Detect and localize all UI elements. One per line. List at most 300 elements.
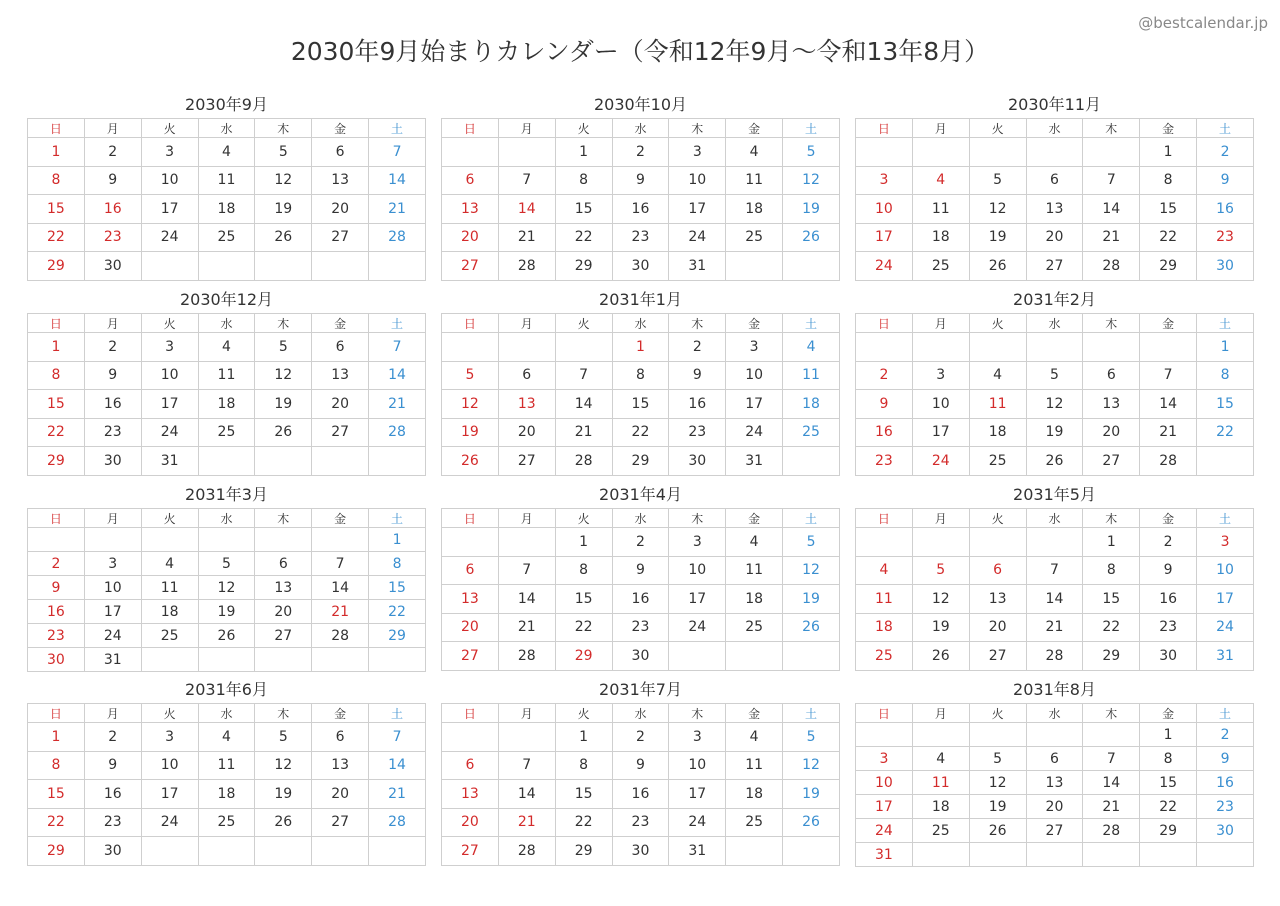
day-cell: 10 [856, 771, 913, 795]
day-cell: 5 [912, 556, 969, 585]
day-cell: 27 [1083, 447, 1140, 476]
day-cell: 9 [84, 751, 141, 780]
day-cell: 3 [669, 138, 726, 167]
day-cell: 18 [856, 613, 913, 642]
day-cell: 18 [912, 795, 969, 819]
site-credit: @bestcalendar.jp [1138, 14, 1268, 32]
day-cell: 10 [856, 195, 913, 224]
day-cell: 29 [555, 252, 612, 281]
day-cell: 29 [555, 837, 612, 866]
weekday-header: 土 [783, 314, 840, 333]
day-cell: 22 [555, 223, 612, 252]
day-cell: 18 [141, 600, 198, 624]
day-cell: 15 [555, 780, 612, 809]
day-cell: 2 [612, 723, 669, 752]
week-row [856, 747, 1254, 771]
day-cell [856, 138, 913, 167]
day-cell: 12 [255, 166, 312, 195]
day-cell: 5 [783, 528, 840, 557]
day-cell [1140, 843, 1197, 867]
month-table [27, 313, 426, 476]
month-table [27, 118, 426, 281]
day-cell: 27 [442, 642, 499, 671]
month-calendar [441, 677, 840, 872]
day-cell: 11 [726, 556, 783, 585]
day-cell: 16 [1140, 585, 1197, 614]
day-cell: 12 [198, 576, 255, 600]
day-cell: 6 [1026, 747, 1083, 771]
weekday-header: 水 [612, 314, 669, 333]
day-cell: 2 [84, 723, 141, 752]
day-cell: 25 [141, 624, 198, 648]
weekday-header: 日 [856, 314, 913, 333]
day-cell: 3 [141, 723, 198, 752]
day-cell [856, 723, 913, 747]
day-cell [1197, 447, 1254, 476]
day-cell: 20 [1083, 418, 1140, 447]
day-cell: 30 [612, 837, 669, 866]
weekday-header: 火 [141, 704, 198, 723]
day-cell: 31 [1197, 642, 1254, 671]
week-row [28, 252, 426, 281]
weekday-header: 日 [856, 704, 913, 723]
day-cell [498, 528, 555, 557]
day-cell: 16 [669, 390, 726, 419]
day-cell: 30 [1197, 252, 1254, 281]
day-cell: 27 [255, 624, 312, 648]
day-cell: 12 [783, 556, 840, 585]
day-cell: 24 [669, 613, 726, 642]
day-cell: 31 [726, 447, 783, 476]
weekday-header: 木 [255, 509, 312, 528]
day-cell: 20 [498, 418, 555, 447]
day-cell: 21 [498, 223, 555, 252]
day-cell: 17 [669, 195, 726, 224]
day-cell [141, 648, 198, 672]
day-cell: 25 [912, 252, 969, 281]
day-cell: 15 [28, 390, 85, 419]
day-cell: 13 [442, 195, 499, 224]
day-cell: 19 [783, 195, 840, 224]
day-cell: 28 [369, 223, 426, 252]
week-row [442, 195, 840, 224]
day-cell [198, 837, 255, 866]
day-cell [783, 837, 840, 866]
weekday-header: 日 [28, 119, 85, 138]
day-cell: 7 [555, 361, 612, 390]
day-cell: 29 [1140, 819, 1197, 843]
day-cell: 11 [141, 576, 198, 600]
day-cell: 4 [783, 333, 840, 362]
day-cell: 26 [198, 624, 255, 648]
day-cell: 4 [141, 552, 198, 576]
weekday-header: 水 [1026, 119, 1083, 138]
day-cell: 27 [442, 252, 499, 281]
day-cell: 18 [198, 195, 255, 224]
day-cell: 5 [255, 138, 312, 167]
day-cell: 12 [969, 195, 1026, 224]
week-row [856, 528, 1254, 557]
month-calendar [855, 287, 1254, 482]
day-cell: 9 [28, 576, 85, 600]
day-cell: 10 [669, 166, 726, 195]
month-table [441, 508, 840, 671]
weekday-header: 木 [1083, 704, 1140, 723]
day-cell: 6 [255, 552, 312, 576]
day-cell: 15 [555, 195, 612, 224]
day-cell [312, 837, 369, 866]
weekday-header: 火 [969, 314, 1026, 333]
weekday-header: 火 [555, 119, 612, 138]
weekday-header: 月 [498, 704, 555, 723]
weekday-header: 日 [28, 704, 85, 723]
week-row [856, 195, 1254, 224]
day-cell: 4 [969, 361, 1026, 390]
day-cell: 22 [612, 418, 669, 447]
weekday-header: 日 [442, 509, 499, 528]
day-cell [369, 837, 426, 866]
day-cell: 21 [1140, 418, 1197, 447]
day-cell: 30 [84, 447, 141, 476]
day-cell: 11 [198, 166, 255, 195]
day-cell [198, 648, 255, 672]
day-cell: 2 [1140, 528, 1197, 557]
day-cell: 30 [28, 648, 85, 672]
day-cell: 12 [442, 390, 499, 419]
day-cell [783, 252, 840, 281]
day-cell: 8 [555, 751, 612, 780]
day-cell: 14 [498, 195, 555, 224]
week-row [856, 642, 1254, 671]
day-cell: 14 [369, 361, 426, 390]
week-row [442, 333, 840, 362]
day-cell [969, 843, 1026, 867]
day-cell [28, 528, 85, 552]
day-cell: 31 [669, 252, 726, 281]
day-cell: 14 [369, 166, 426, 195]
month-title: 2031年6月 [185, 680, 268, 699]
weekday-header: 水 [612, 509, 669, 528]
week-row [442, 223, 840, 252]
day-cell: 27 [969, 642, 1026, 671]
day-cell: 9 [1140, 556, 1197, 585]
weekday-header: 金 [312, 704, 369, 723]
day-cell: 26 [969, 819, 1026, 843]
day-cell [555, 333, 612, 362]
day-cell: 17 [856, 223, 913, 252]
day-cell: 5 [255, 723, 312, 752]
month-title: 2031年8月 [1013, 680, 1096, 699]
day-cell: 28 [555, 447, 612, 476]
day-cell: 22 [28, 808, 85, 837]
day-cell: 7 [369, 723, 426, 752]
day-cell: 15 [28, 195, 85, 224]
weekday-header: 金 [726, 119, 783, 138]
week-row [856, 723, 1254, 747]
day-cell: 19 [255, 195, 312, 224]
weekday-header: 土 [1197, 314, 1254, 333]
day-cell: 13 [312, 751, 369, 780]
day-cell: 1 [1140, 723, 1197, 747]
day-cell: 28 [498, 837, 555, 866]
day-cell: 28 [1083, 819, 1140, 843]
day-cell: 29 [1140, 252, 1197, 281]
day-cell: 8 [555, 556, 612, 585]
day-cell: 9 [612, 556, 669, 585]
calendar-grid [27, 92, 1253, 872]
day-cell [498, 723, 555, 752]
day-cell [369, 648, 426, 672]
day-cell: 6 [1083, 361, 1140, 390]
day-cell: 10 [1197, 556, 1254, 585]
day-cell [969, 333, 1026, 362]
day-cell: 7 [1026, 556, 1083, 585]
day-cell: 5 [783, 138, 840, 167]
day-cell: 29 [369, 624, 426, 648]
weekday-header: 木 [1083, 509, 1140, 528]
weekday-header: 木 [669, 704, 726, 723]
day-cell: 14 [1083, 195, 1140, 224]
month-title: 2031年4月 [599, 485, 682, 504]
day-cell: 27 [498, 447, 555, 476]
day-cell: 17 [141, 195, 198, 224]
weekday-header: 木 [255, 119, 312, 138]
day-cell: 13 [255, 576, 312, 600]
day-cell [1026, 723, 1083, 747]
week-row [28, 552, 426, 576]
week-row [28, 447, 426, 476]
weekday-header: 火 [969, 119, 1026, 138]
weekday-header: 日 [28, 509, 85, 528]
day-cell: 5 [442, 361, 499, 390]
day-cell: 26 [1026, 447, 1083, 476]
day-cell: 11 [726, 166, 783, 195]
day-cell: 11 [198, 751, 255, 780]
day-cell: 16 [612, 585, 669, 614]
day-cell: 17 [1197, 585, 1254, 614]
week-row [28, 723, 426, 752]
day-cell: 1 [28, 333, 85, 362]
weekday-header: 月 [498, 119, 555, 138]
day-cell: 7 [1083, 166, 1140, 195]
day-cell: 30 [669, 447, 726, 476]
day-cell: 26 [912, 642, 969, 671]
day-cell: 15 [1197, 390, 1254, 419]
weekday-header: 金 [726, 704, 783, 723]
day-cell: 17 [912, 418, 969, 447]
day-cell: 4 [198, 333, 255, 362]
week-row [442, 585, 840, 614]
month-calendar [441, 92, 840, 287]
day-cell: 26 [783, 808, 840, 837]
day-cell: 1 [612, 333, 669, 362]
day-cell: 22 [1140, 795, 1197, 819]
day-cell: 2 [1197, 723, 1254, 747]
week-row [28, 808, 426, 837]
week-row [442, 138, 840, 167]
month-table [855, 118, 1254, 281]
weekday-header: 金 [312, 119, 369, 138]
day-cell: 22 [369, 600, 426, 624]
day-cell: 9 [856, 390, 913, 419]
day-cell: 14 [369, 751, 426, 780]
weekday-header: 土 [369, 119, 426, 138]
day-cell: 26 [255, 223, 312, 252]
day-cell: 19 [255, 780, 312, 809]
day-cell: 25 [198, 808, 255, 837]
weekday-header: 月 [84, 314, 141, 333]
day-cell: 3 [726, 333, 783, 362]
day-cell: 1 [1140, 138, 1197, 167]
day-cell: 23 [669, 418, 726, 447]
month-title: 2031年7月 [599, 680, 682, 699]
weekday-header: 月 [498, 509, 555, 528]
day-cell: 6 [312, 723, 369, 752]
day-cell: 6 [442, 751, 499, 780]
day-cell: 27 [1026, 252, 1083, 281]
day-cell: 22 [555, 808, 612, 837]
day-cell: 5 [1026, 361, 1083, 390]
week-row [856, 795, 1254, 819]
day-cell [726, 252, 783, 281]
day-cell: 9 [84, 166, 141, 195]
day-cell [312, 528, 369, 552]
day-cell: 18 [912, 223, 969, 252]
day-cell: 24 [856, 252, 913, 281]
day-cell: 21 [1083, 795, 1140, 819]
day-cell: 12 [783, 166, 840, 195]
week-row [856, 585, 1254, 614]
day-cell: 28 [498, 642, 555, 671]
day-cell: 11 [912, 195, 969, 224]
day-cell: 14 [1026, 585, 1083, 614]
day-cell: 23 [856, 447, 913, 476]
week-row [28, 361, 426, 390]
month-table [27, 508, 426, 672]
day-cell: 27 [312, 808, 369, 837]
day-cell: 15 [28, 780, 85, 809]
day-cell: 16 [612, 780, 669, 809]
month-table [27, 703, 426, 866]
week-row [856, 390, 1254, 419]
day-cell: 23 [1197, 795, 1254, 819]
day-cell: 1 [555, 723, 612, 752]
day-cell: 30 [84, 837, 141, 866]
day-cell: 26 [255, 808, 312, 837]
month-table [441, 118, 840, 281]
day-cell: 15 [1140, 771, 1197, 795]
day-cell: 25 [198, 418, 255, 447]
day-cell: 14 [498, 585, 555, 614]
weekday-header: 日 [442, 704, 499, 723]
day-cell: 1 [1197, 333, 1254, 362]
day-cell [141, 837, 198, 866]
day-cell: 21 [369, 390, 426, 419]
day-cell [783, 642, 840, 671]
week-row [28, 624, 426, 648]
week-row [28, 333, 426, 362]
day-cell: 11 [912, 771, 969, 795]
day-cell: 18 [726, 780, 783, 809]
day-cell: 14 [555, 390, 612, 419]
week-row [28, 576, 426, 600]
week-row [442, 642, 840, 671]
week-row [856, 138, 1254, 167]
month-table [441, 703, 840, 866]
day-cell [1026, 528, 1083, 557]
day-cell: 6 [312, 333, 369, 362]
weekday-header: 火 [555, 509, 612, 528]
day-cell: 11 [726, 751, 783, 780]
day-cell: 30 [612, 252, 669, 281]
day-cell: 30 [84, 252, 141, 281]
day-cell: 25 [856, 642, 913, 671]
day-cell [369, 252, 426, 281]
day-cell: 29 [28, 252, 85, 281]
week-row [856, 418, 1254, 447]
day-cell: 29 [555, 642, 612, 671]
weekday-header: 土 [369, 704, 426, 723]
day-cell: 21 [369, 780, 426, 809]
day-cell [255, 528, 312, 552]
day-cell: 21 [555, 418, 612, 447]
day-cell: 27 [1026, 819, 1083, 843]
day-cell: 9 [612, 751, 669, 780]
weekday-header: 土 [1197, 704, 1254, 723]
day-cell: 2 [84, 138, 141, 167]
month-calendar [855, 482, 1254, 677]
day-cell [1026, 843, 1083, 867]
weekday-header: 土 [783, 704, 840, 723]
day-cell: 16 [28, 600, 85, 624]
week-row [442, 837, 840, 866]
weekday-header: 金 [1140, 314, 1197, 333]
day-cell [312, 447, 369, 476]
day-cell: 5 [783, 723, 840, 752]
weekday-header: 水 [612, 119, 669, 138]
day-cell: 24 [912, 447, 969, 476]
day-cell: 13 [969, 585, 1026, 614]
day-cell: 11 [969, 390, 1026, 419]
day-cell [198, 528, 255, 552]
month-calendar [27, 287, 426, 482]
day-cell: 5 [198, 552, 255, 576]
day-cell: 28 [1140, 447, 1197, 476]
day-cell: 12 [969, 771, 1026, 795]
month-title: 2031年2月 [1013, 290, 1096, 309]
page-title: 2030年9月始まりカレンダー（令和12年9月〜令和13年8月） [290, 37, 990, 66]
week-row [442, 447, 840, 476]
day-cell [783, 447, 840, 476]
day-cell: 24 [141, 223, 198, 252]
day-cell: 20 [312, 390, 369, 419]
day-cell: 4 [198, 138, 255, 167]
day-cell: 12 [783, 751, 840, 780]
day-cell: 6 [442, 556, 499, 585]
day-cell: 1 [555, 138, 612, 167]
day-cell: 13 [1083, 390, 1140, 419]
weekday-header: 水 [198, 119, 255, 138]
day-cell [912, 333, 969, 362]
weekday-header: 月 [84, 119, 141, 138]
day-cell: 25 [726, 613, 783, 642]
weekday-header: 土 [1197, 119, 1254, 138]
day-cell: 4 [198, 723, 255, 752]
weekday-header: 木 [669, 509, 726, 528]
day-cell: 7 [369, 138, 426, 167]
day-cell [442, 138, 499, 167]
week-row [856, 556, 1254, 585]
